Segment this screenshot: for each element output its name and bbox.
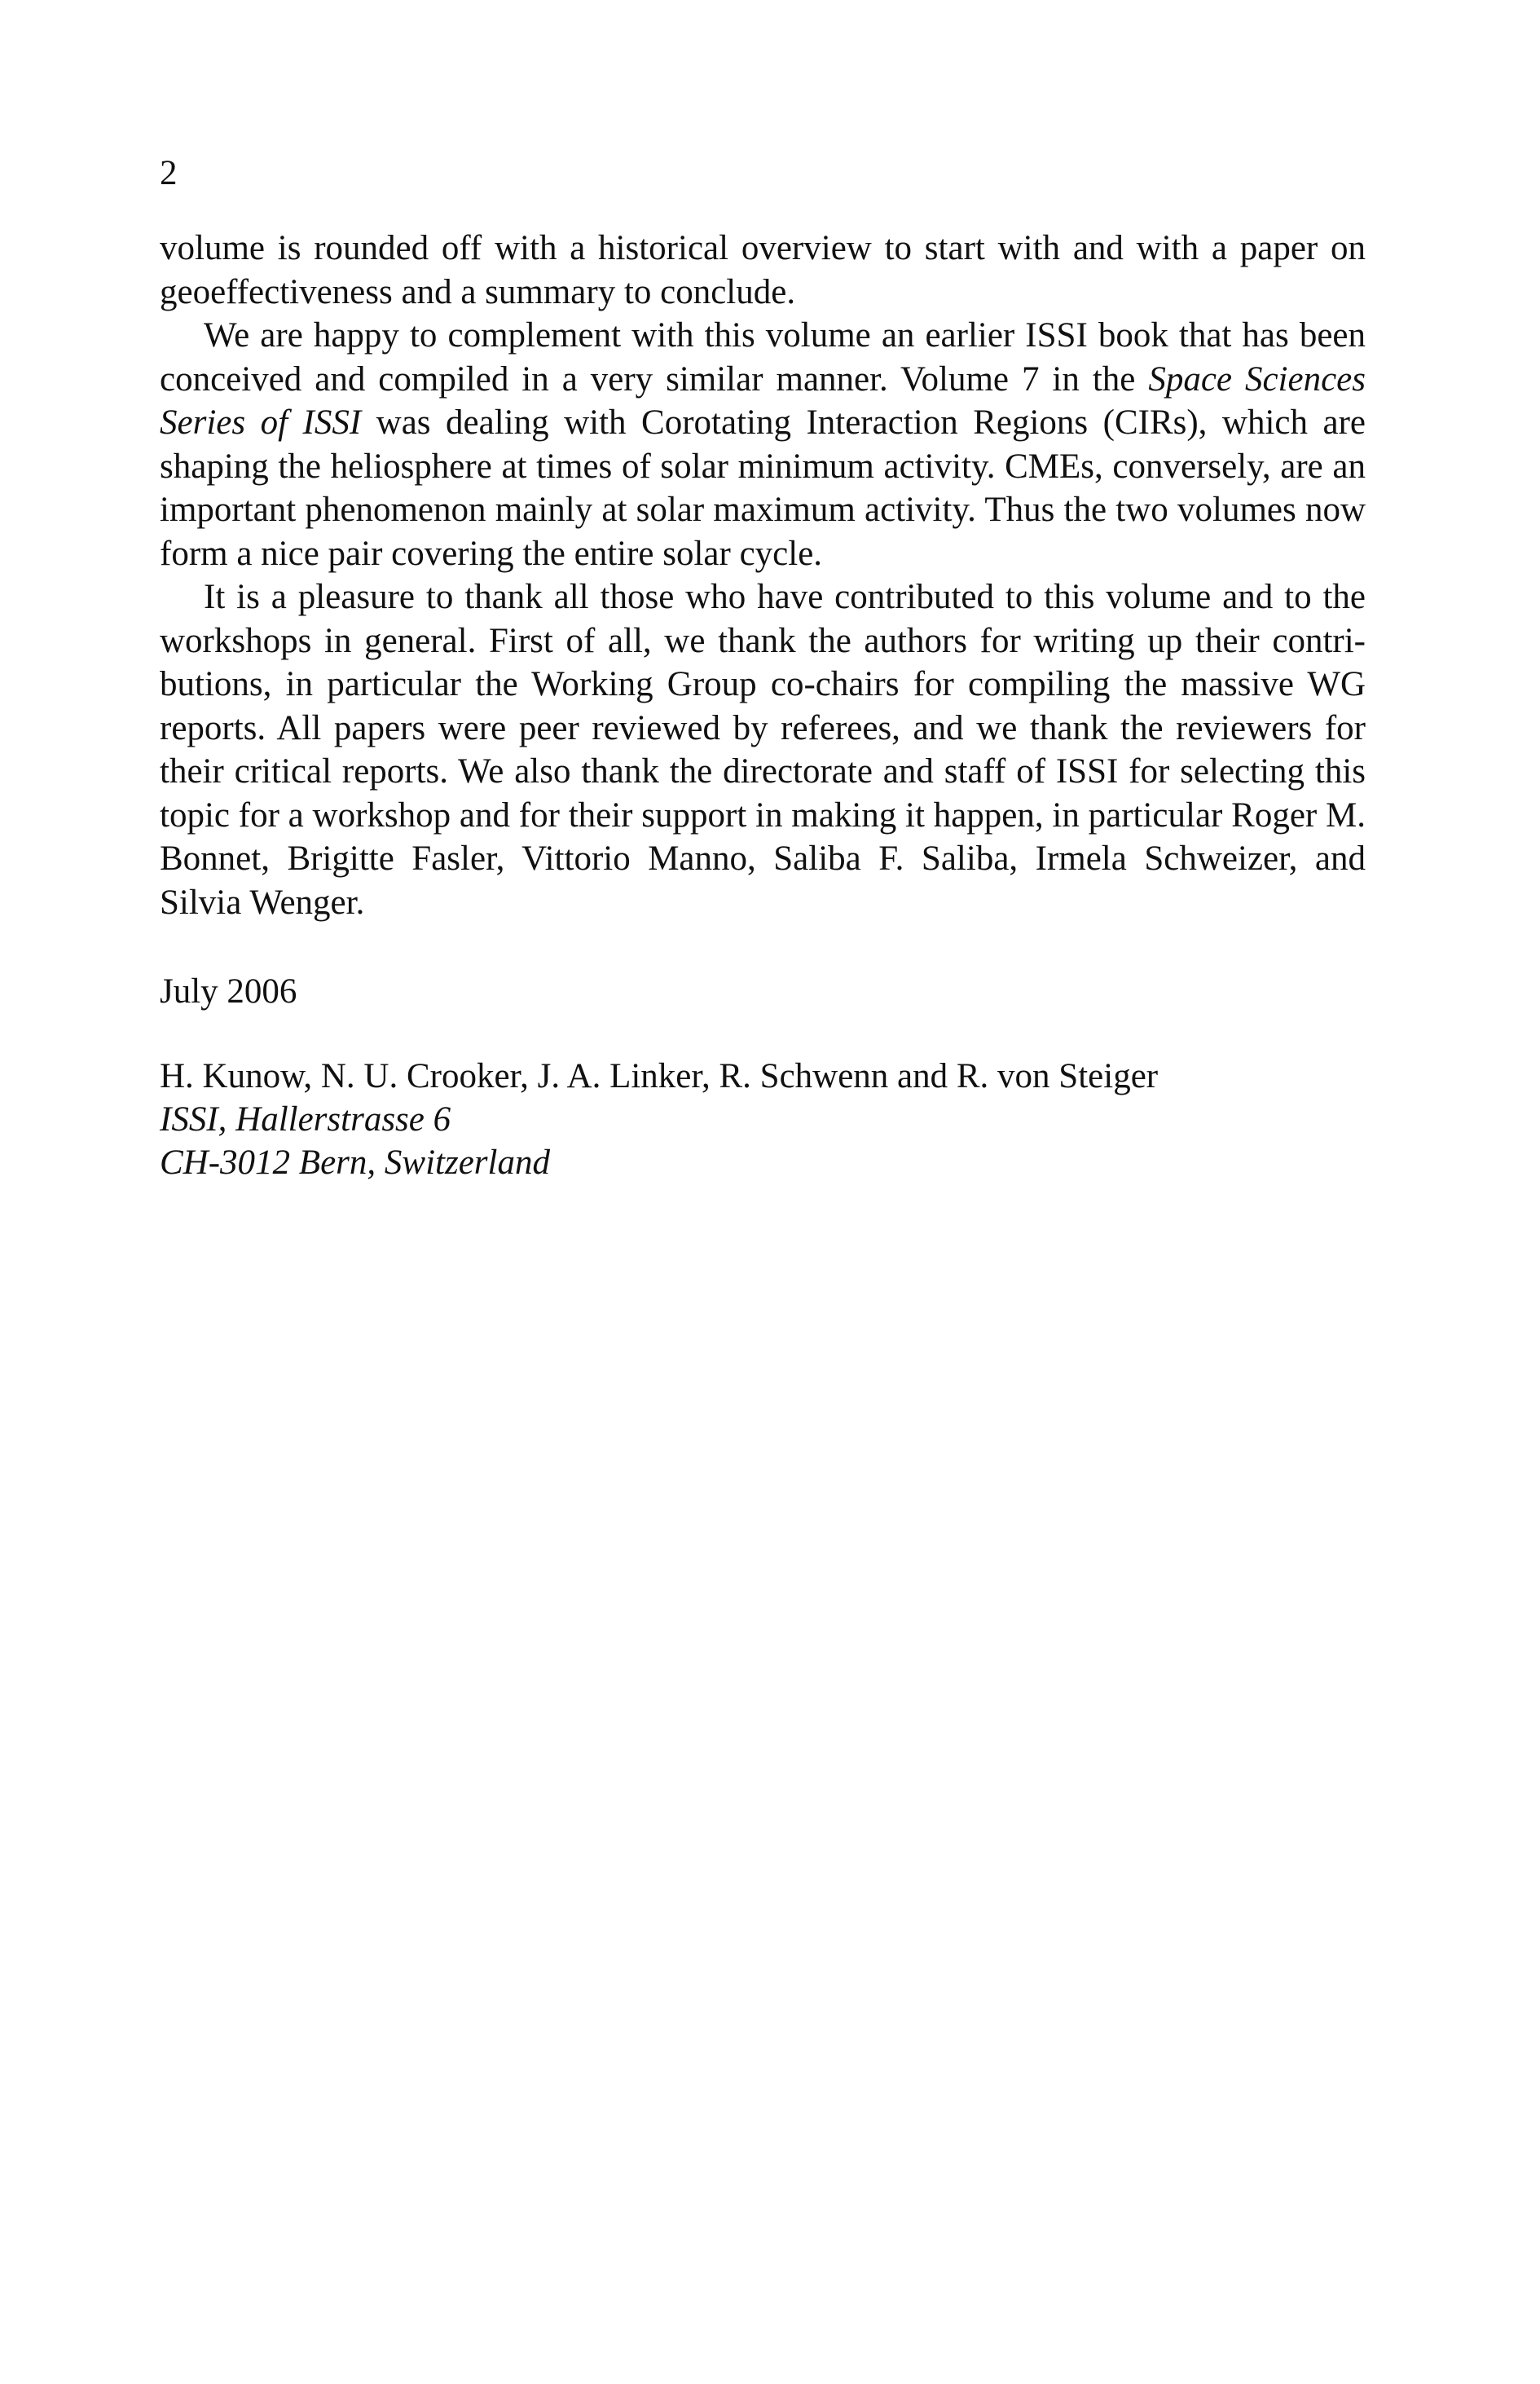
signature-city: CH-3012 Bern, Switzerland xyxy=(160,1144,550,1182)
text-segment: It is a pleasure to thank all those who have contributed to this volume and to the workshops in general. First of all, we thank the authors for writing up their contributions, in particular the Working Group co-chairs for compiling the massive WG reports. All papers were peer reviewed by referees, and we thank the reviewers for their critical reports. We also thank the directorate and staff of ISSI for selecting this topic for a workshop and for their support in making it happen, in particular Roger M. Bonnet, Brigitte Fasler, Vittorio Manno, Saliba F. Saliba, Irmela Schweizer, and Silvia Wenger. xyxy=(160,578,1366,922)
paragraph xyxy=(160,575,1366,924)
signature-institution: ISSI, Hallerstrasse 6 xyxy=(160,1100,451,1139)
paragraph xyxy=(160,227,1366,314)
paragraph xyxy=(160,314,1366,575)
date-line: July 2006 xyxy=(160,972,297,1011)
signature-authors: H. Kunow, N. U. Crooker, J. A. Linker, R. Schwenn and R. von Steiger xyxy=(160,1057,1159,1095)
text-segment: was dealing with Corotating Interaction Regions (CIRs), which are shaping the heliosphere at times of solar minimum activity. CMEs, conversely, are an important phenomenon mainly at solar maximum activity. Thus the two volumes now form a nice pair covering the entire solar cycle. xyxy=(160,403,1366,573)
signature-block xyxy=(160,1055,1158,1184)
text-segment: We are happy to complement with this volume an earlier ISSI book that has been conceived and compiled in a very similar manner. Volume 7 in the xyxy=(160,316,1366,399)
page-number: 2 xyxy=(160,154,178,192)
body-text xyxy=(160,227,1366,924)
italic-text-segment: Space Sciences Series of ISSI xyxy=(160,359,1366,442)
text-segment: volume is rounded off with a historical overview to start with and with a paper on geoeffectiveness and a summary to conclude. xyxy=(160,229,1366,311)
